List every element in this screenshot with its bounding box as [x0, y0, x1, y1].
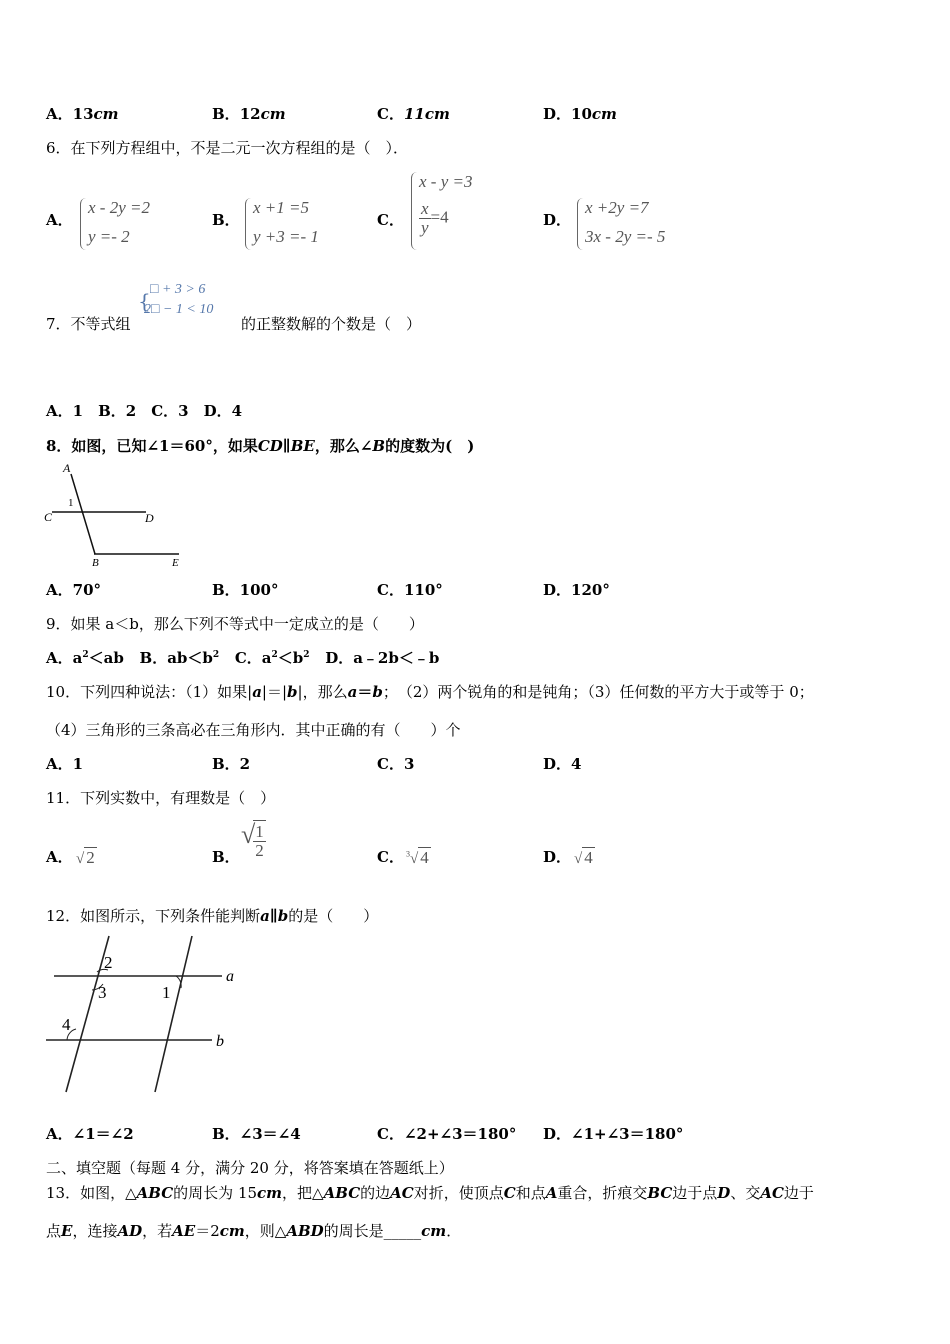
section-2-heading: 二、填空题（每题 4 分，满分 20 分，将答案填在答题纸上）: [46, 1159, 454, 1177]
q12-option-a: A．∠1＝∠2: [46, 1125, 134, 1143]
q9-stem: 9．如果 a＜b，那么下列不等式中一定成立的是（ ）: [46, 615, 424, 633]
q11-sqrt-half: √ $\frac{1}{2}$: [241, 820, 264, 860]
q8-label-e: E: [172, 557, 179, 568]
q11-sqrt-2: √ 2: [76, 848, 95, 867]
q9-options: A．$a^2<ab$ B．$ab<b^2$ C．$a^2<b^2$ D．a﹣2b＜﹣b: [46, 649, 440, 667]
q7-options: A．1 B．2 C．3 D．4: [46, 402, 243, 420]
q12-label-4: 4: [62, 1015, 71, 1034]
q5-option-a: A．13cm: [46, 105, 119, 123]
q8-option-d: D．120°: [543, 581, 610, 599]
q7-stem-pre: 7．不等式组: [46, 315, 131, 333]
q10-option-b: B．2: [212, 755, 251, 773]
q12-label-1: 1: [162, 983, 171, 1002]
q6-label-a: A．: [46, 211, 73, 229]
q8-label-d: D: [145, 511, 154, 525]
q12-option-d: D．∠1+∠3＝180°: [543, 1125, 684, 1143]
q12-stem: 12．如图所示，下列条件能判断a∥b的是（ ）: [46, 907, 379, 925]
q8-label-a: A: [63, 462, 71, 475]
q5-option-c: C．11cm: [377, 105, 450, 123]
q7-inequality-system: { □ + 3 > 6 2□ − 1 < 10: [138, 282, 214, 317]
q10-option-a: A．1: [46, 755, 84, 773]
q12-option-b: B．∠3＝∠4: [212, 1125, 301, 1143]
q13-answer-blank[interactable]: _____: [383, 1222, 422, 1240]
q10-stem-line2: （4）三角形的三条高必在三角形内．其中正确的有（ ）个: [46, 721, 461, 739]
q11-sqrt-4: √ 4: [574, 848, 593, 867]
q6-label-b: B．: [212, 211, 240, 229]
q12-transversal-right: [155, 936, 192, 1092]
q11-stem: 11．下列实数中，有理数是（ ）: [46, 789, 276, 807]
q8-figure: [44, 462, 184, 568]
q13-line2: 点E，连接AD，若AE＝2cm，则△ABD的周长是_____cm．: [46, 1222, 462, 1240]
q6-system-c: x - y =3 $\frac{x}{y}$ =4: [411, 172, 501, 250]
q8-label-c: C: [44, 510, 53, 524]
q6-system-b: x +1 =5 y +3 =- 1: [245, 198, 345, 250]
q12-figure: [42, 932, 242, 1094]
q8-transversal-line: [71, 474, 95, 554]
q6-system-a: x - 2y =2 y =- 2: [80, 198, 180, 250]
q5-option-d: D．10cm: [543, 105, 617, 123]
q8-option-a: A．70°: [46, 581, 102, 599]
q8-label-1: 1: [68, 497, 74, 509]
q12-label-b: b: [216, 1033, 224, 1050]
q10-option-d: D．4: [543, 755, 582, 773]
q6-system-d: x +2y =7 3x - 2y =- 5: [577, 198, 697, 250]
q11-label-a: A．: [46, 848, 73, 866]
q8-option-c: C．110°: [377, 581, 443, 599]
q7-stem-post: 的正整数解的个数是（ ）: [241, 315, 422, 333]
q11-label-b: B．: [212, 848, 240, 866]
q12-label-3: 3: [98, 983, 107, 1002]
q11-cbrt-4: $^3$√ 4: [406, 848, 429, 867]
q13-line1: 13．如图，△ABC的周长为 15cm，把△ABC的边AC对折，使顶点C和点A重合，折痕交BC边于点D、交AC边于: [46, 1184, 814, 1202]
q12-label-2: 2: [104, 953, 113, 972]
q11-label-d: D．: [543, 848, 572, 866]
q12-option-c: C．∠2+∠3＝180°: [377, 1125, 517, 1143]
q8-label-b: B: [92, 557, 99, 568]
q10-option-c: C．3: [377, 755, 415, 773]
q10-stem-line1: 10．下列四种说法：（1）如果|a|＝|b|，那么a＝b； （2）两个锐角的和是钝角；（3）任何数的平方大于或等于 0；: [46, 683, 814, 701]
q5-option-b: B．12cm: [212, 105, 286, 123]
q11-label-c: C．: [377, 848, 404, 866]
q6-label-d: D．: [543, 211, 572, 229]
q6-stem: 6．在下列方程组中，不是二元一次方程组的是（ ）．: [46, 139, 409, 157]
q8-stem: 8．如图，已知∠1＝60°，如果CD∥BE，那么∠B的度数为( ): [46, 437, 475, 455]
q12-label-a: a: [226, 968, 234, 985]
q12-transversal-left: [66, 936, 109, 1092]
q8-option-b: B．100°: [212, 581, 279, 599]
q6-label-c: C．: [377, 211, 404, 229]
